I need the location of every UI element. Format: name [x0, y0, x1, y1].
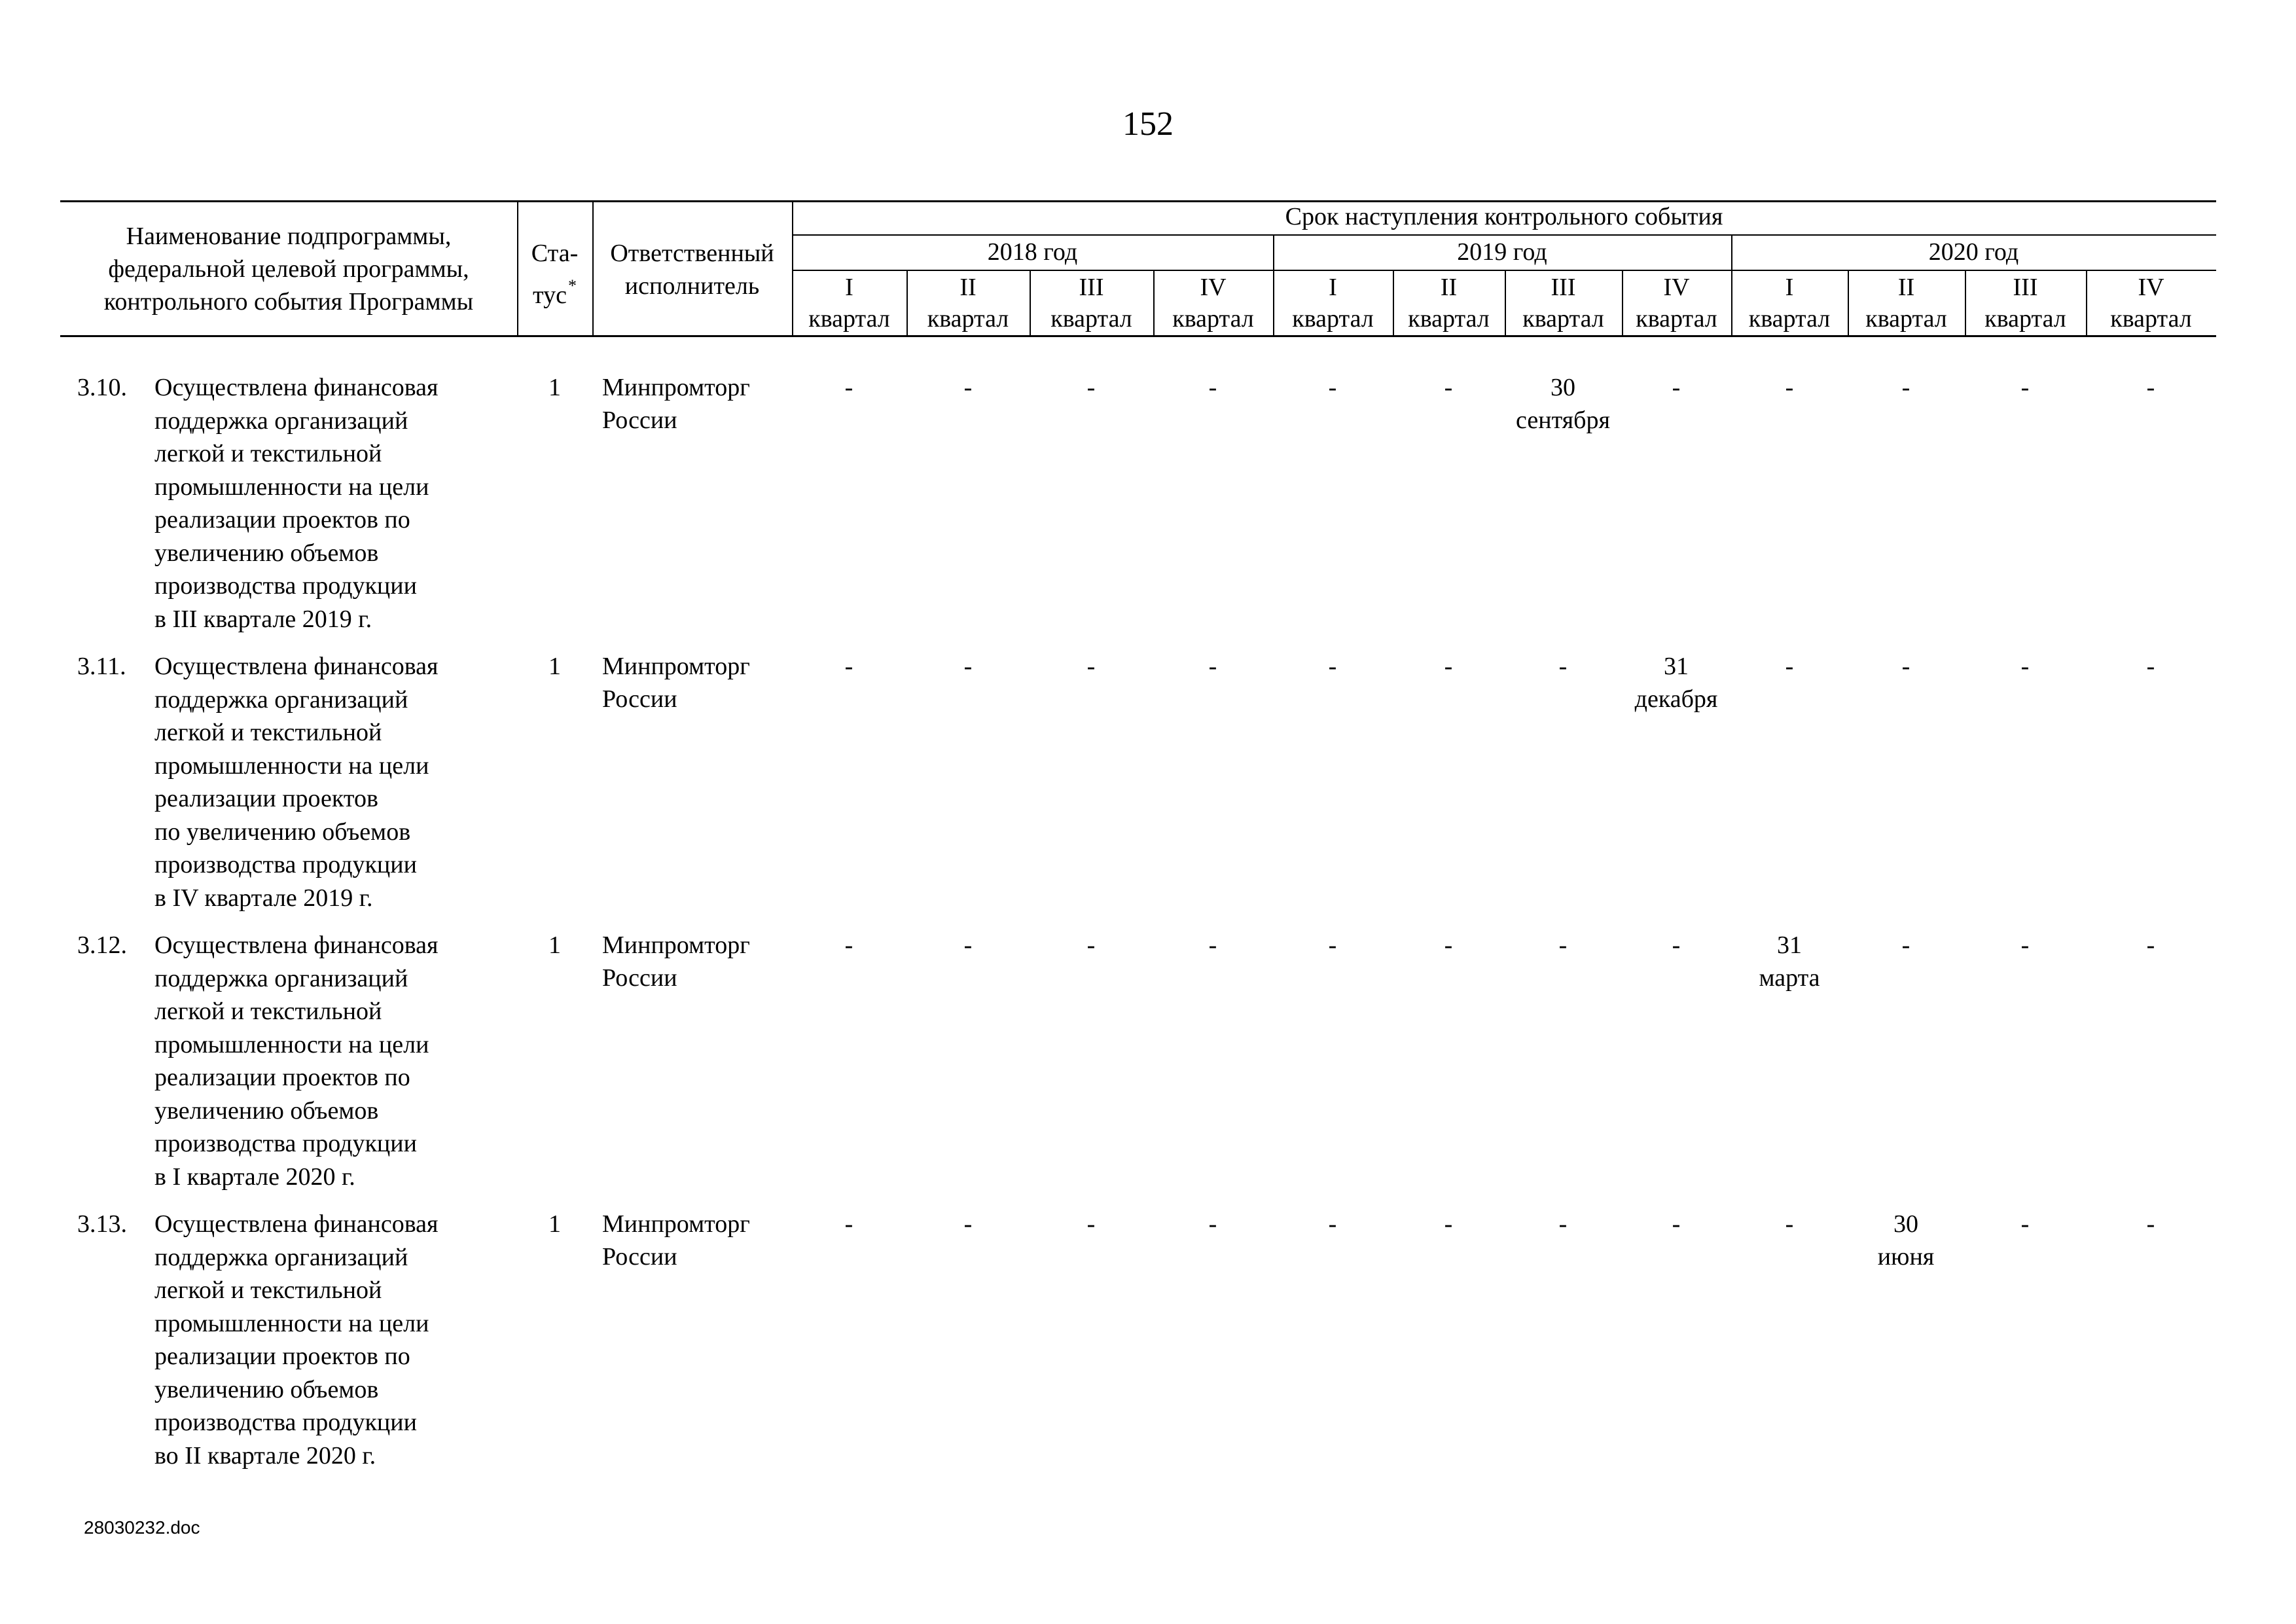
quarter-cell: - — [844, 653, 853, 680]
event-name-line: производства продукции — [154, 572, 417, 600]
quarter-cell: - — [1901, 653, 1910, 680]
quarter-cell: декабря — [1634, 685, 1718, 713]
quarter-cell: - — [1672, 1210, 1681, 1238]
event-name-line: реализации проектов — [154, 785, 378, 812]
event-name-line: промышленности на цели — [154, 751, 429, 780]
executor-line: Минпромторг — [602, 374, 750, 401]
header-name-line: контрольного события Программы — [103, 288, 474, 316]
quarter-cell: июня — [1877, 1243, 1935, 1271]
event-name-line: Осуществлена финансовая — [154, 653, 439, 680]
header-quarter-number: III — [1079, 274, 1104, 301]
executor-line: Минпромторг — [602, 653, 750, 680]
event-name-line: Осуществлена финансовая — [154, 931, 439, 959]
quarter-cell: - — [1444, 1210, 1453, 1238]
status-value: 1 — [548, 653, 561, 680]
executor-line: России — [602, 685, 677, 713]
quarter-cell: - — [963, 653, 973, 680]
header-quarter-label: квартал — [2110, 305, 2192, 333]
header-name-line: Наименование подпрограммы, — [126, 223, 452, 250]
quarter-cell: - — [1086, 931, 1096, 959]
header-executor-line: Ответственный — [610, 240, 774, 267]
quarter-cell: - — [2146, 374, 2155, 401]
quarter-cell: 30 — [1551, 374, 1575, 401]
quarter-cell: - — [1558, 653, 1568, 680]
header-quarter-number: IV — [2138, 274, 2164, 301]
header-year: 2020 год — [1928, 238, 2019, 266]
quarter-cell: - — [1328, 653, 1337, 680]
executor-line: России — [602, 1243, 677, 1271]
quarter-cell: - — [2020, 1210, 2030, 1238]
row-number: 3.13. — [77, 1210, 127, 1238]
event-name-line: реализации проектов по — [154, 1343, 410, 1370]
event-name-line: промышленности на цели — [154, 1030, 429, 1058]
header-name-line: федеральной целевой программы, — [108, 255, 469, 283]
event-name-line: реализации проектов по — [154, 506, 410, 533]
header-quarter-label: квартал — [1984, 305, 2066, 333]
header-quarter-number: I — [845, 274, 853, 301]
quarter-cell: - — [2146, 1210, 2155, 1238]
header-quarter-label: квартал — [1636, 305, 1717, 333]
quarter-cell: - — [1208, 931, 1217, 959]
row-number: 3.12. — [77, 931, 127, 959]
quarter-cell: 31 — [1777, 931, 1802, 959]
header-status-line: тус* — [533, 276, 577, 309]
quarter-cell: - — [963, 374, 973, 401]
header-quarter-label: квартал — [1748, 305, 1831, 333]
executor-line: России — [602, 406, 677, 434]
event-name-line: в I квартале 2020 г. — [154, 1163, 355, 1191]
event-name-line: легкой и текстильной — [154, 998, 382, 1025]
header-quarter-label: квартал — [1522, 305, 1604, 333]
quarter-cell: - — [1672, 374, 1681, 401]
quarter-cell: - — [2146, 653, 2155, 680]
quarter-cell: - — [1086, 374, 1096, 401]
header-quarter-label: квартал — [1408, 305, 1490, 333]
event-name-line: увеличению объемов — [154, 1375, 379, 1403]
header-quarter-number: IV — [1663, 274, 1690, 301]
quarter-cell: - — [1901, 374, 1910, 401]
header-quarter-number: I — [1785, 274, 1794, 301]
event-name-line: увеличению объемов — [154, 1096, 379, 1125]
event-name-line: легкой и текстильной — [154, 1276, 382, 1304]
header-quarter-label: квартал — [1172, 305, 1254, 333]
event-name-line: Осуществлена финансовая — [154, 1210, 439, 1238]
event-name-line: по увеличению объемов — [154, 818, 411, 846]
quarter-cell: - — [1328, 1210, 1337, 1238]
event-name — [154, 371, 521, 636]
header-quarter-number: II — [960, 274, 977, 301]
row-number: 3.11. — [77, 653, 126, 680]
quarter-cell: - — [844, 931, 853, 959]
event-name-line: увеличению объемов — [154, 539, 379, 567]
quarter-cell: марта — [1759, 964, 1820, 992]
quarter-cell: - — [1444, 374, 1453, 401]
quarter-cell: - — [1328, 374, 1337, 401]
header-bottom-rule — [60, 335, 2216, 337]
event-name-line: во II квартале 2020 г. — [154, 1441, 376, 1470]
executor-line: России — [602, 964, 677, 992]
event-name-line: производства продукции — [154, 1409, 417, 1436]
event-name-line: реализации проектов по — [154, 1064, 410, 1091]
header-deadline-title: Срок наступления контрольного события — [1285, 203, 1723, 230]
quarter-cell: - — [844, 1210, 853, 1238]
event-name-line: поддержка организаций — [154, 685, 408, 713]
quarter-cell: - — [1785, 1210, 1794, 1238]
quarter-cell: - — [963, 931, 973, 959]
status-value: 1 — [548, 1210, 561, 1238]
header-quarter-number: II — [1440, 274, 1458, 301]
header-quarter-label: квартал — [927, 305, 1009, 333]
header-quarter-number: III — [1551, 274, 1576, 301]
event-name-line: легкой и текстильной — [154, 440, 382, 467]
quarter-cell: - — [1558, 931, 1568, 959]
event-name — [154, 929, 521, 1193]
header-quarter-number: I — [1329, 274, 1337, 301]
quarter-cell: - — [1328, 931, 1337, 959]
quarter-cell: - — [844, 374, 853, 401]
quarter-cell: - — [1086, 653, 1096, 680]
quarter-cell: - — [1208, 653, 1217, 680]
quarter-cell: - — [1785, 653, 1794, 680]
header-status-line: Ста- — [531, 240, 579, 267]
executor-line: Минпромторг — [602, 931, 750, 959]
quarter-cell: - — [1086, 1210, 1096, 1238]
quarter-cell: - — [1901, 931, 1910, 959]
event-name-line: Осуществлена финансовая — [154, 374, 439, 401]
header-quarter-label: квартал — [1292, 305, 1374, 333]
quarter-cell: - — [1444, 653, 1453, 680]
header-year: 2019 год — [1457, 238, 1547, 266]
quarter-cell: - — [963, 1210, 973, 1238]
page-number: 152 — [1122, 105, 1174, 143]
quarter-cell: 31 — [1664, 653, 1689, 680]
event-name-line: поддержка организаций — [154, 406, 408, 435]
quarter-cell: сентября — [1516, 406, 1610, 434]
quarter-cell: - — [2020, 374, 2030, 401]
event-name-line: поддержка организаций — [154, 1243, 408, 1271]
quarter-cell: - — [1208, 374, 1217, 401]
quarter-cell: - — [1444, 931, 1453, 959]
footer-filename: 28030232.doc — [84, 1517, 200, 1538]
quarter-cell: - — [2020, 931, 2030, 959]
header-quarter-label: квартал — [808, 305, 890, 333]
header-year: 2018 год — [987, 238, 1078, 266]
event-name-line: в IV квартале 2019 г. — [154, 884, 373, 912]
quarter-cell: - — [2020, 653, 2030, 680]
event-name-line: легкой и текстильной — [154, 719, 382, 746]
quarter-cell: - — [1672, 931, 1681, 959]
event-name — [154, 650, 521, 914]
event-name-line: в III квартале 2019 г. — [154, 605, 372, 633]
quarter-cell: - — [1208, 1210, 1217, 1238]
event-name-line: промышленности на цели — [154, 473, 429, 501]
event-name-line: производства продукции — [154, 1130, 417, 1157]
quarter-cell: - — [1785, 374, 1794, 401]
quarter-cell: 30 — [1893, 1210, 1918, 1238]
header-quarter-number: IV — [1200, 274, 1227, 301]
header-executor-line: исполнитель — [624, 272, 760, 300]
quarter-cell: - — [1558, 1210, 1568, 1238]
header-quarter-number: II — [1897, 274, 1915, 301]
status-footnote-mark: * — [567, 276, 577, 295]
quarter-cell: - — [2146, 931, 2155, 959]
status-value: 1 — [548, 374, 561, 401]
event-name — [154, 1208, 521, 1472]
event-name-line: промышленности на цели — [154, 1309, 429, 1337]
header-quarter-label: квартал — [1050, 305, 1132, 333]
event-name-line: производства продукции — [154, 851, 417, 878]
row-number: 3.10. — [77, 374, 127, 401]
executor-line: Минпромторг — [602, 1210, 750, 1238]
event-name-line: поддержка организаций — [154, 964, 408, 992]
header-quarter-label: квартал — [1865, 305, 1947, 333]
header-quarter-number: III — [2013, 274, 2038, 301]
status-value: 1 — [548, 931, 561, 959]
